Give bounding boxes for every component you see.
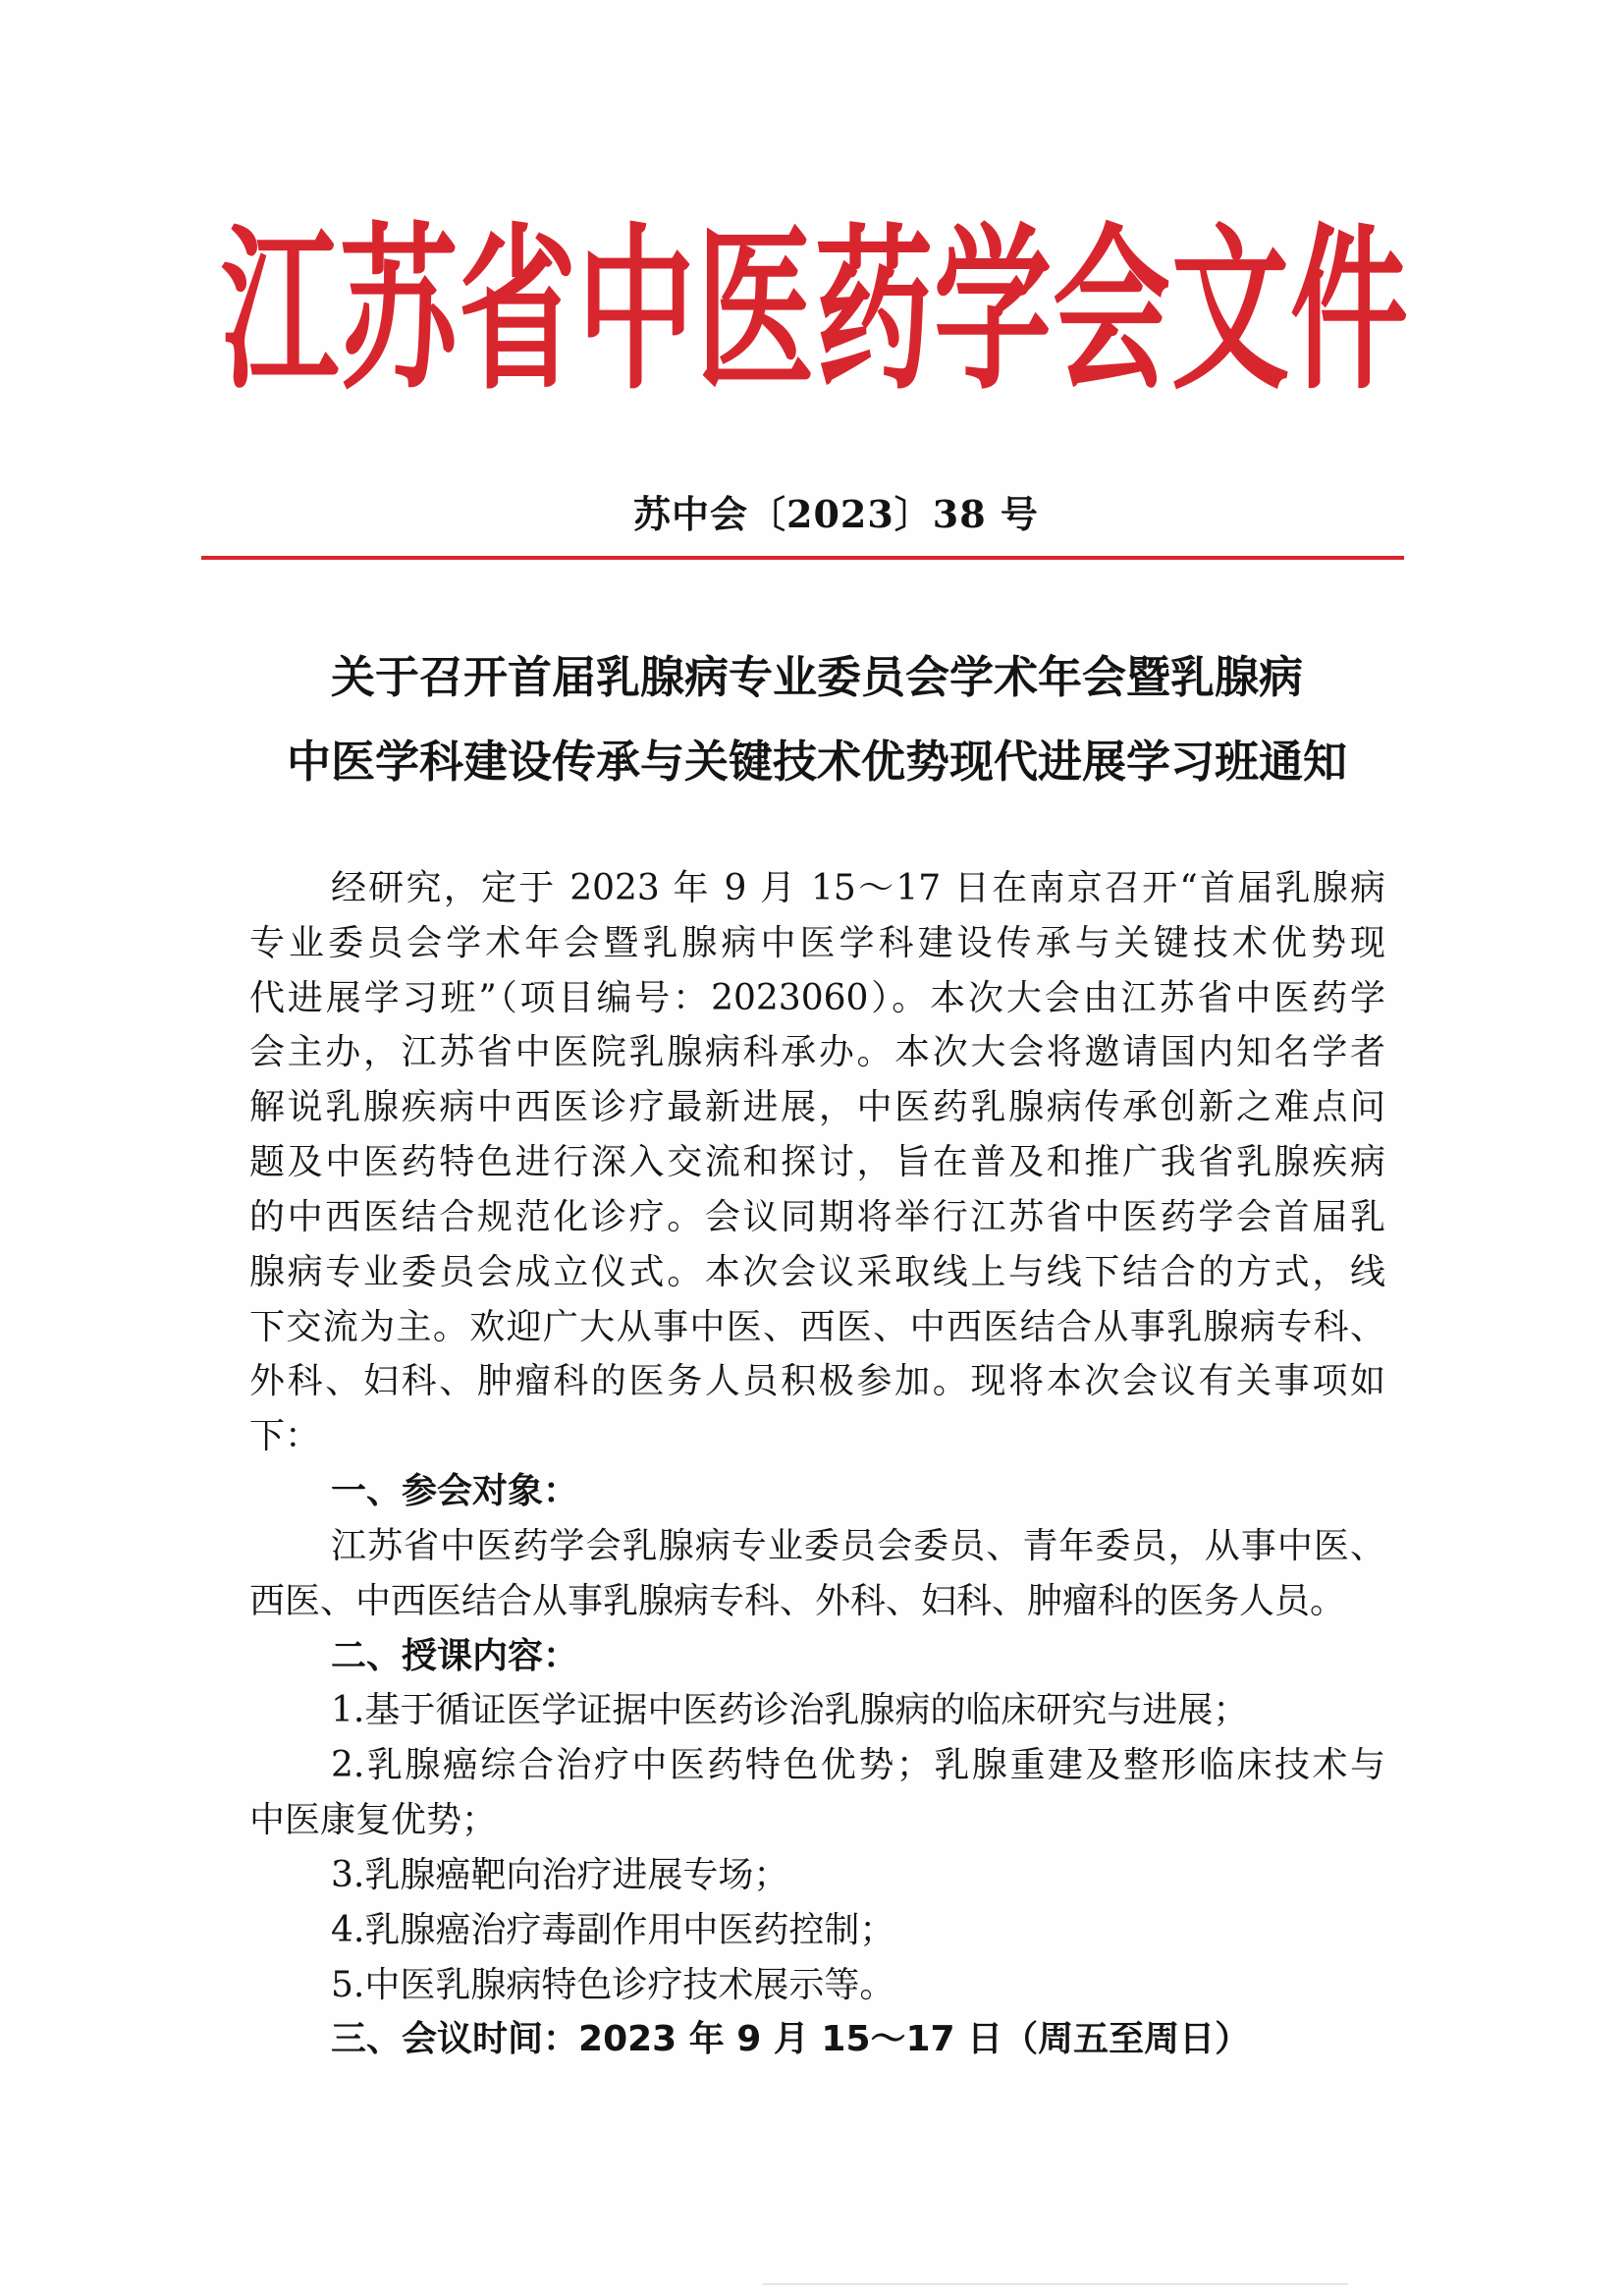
course-item: 1.基于循证医学证据中医药诊治乳腺病的临床研究与进展；: [331, 1690, 1249, 1731]
course-item: 4.乳腺癌治疗毒副作用中医药控制；: [331, 1909, 895, 1950]
letterhead-red-rule: [201, 556, 1404, 560]
notice-title-line: 中医学科建设传承与关键技术优势现代进展学习班通知: [286, 736, 1347, 788]
section-heading-meeting-time: 三、会议时间：: [331, 2019, 579, 2060]
intro-paragraph-line: 外科、妇科、肿瘤科的医务人员积极参加。现将本次会议有关事项如: [249, 1361, 1385, 1402]
document-number: 苏中会〔2023〕38 号: [633, 492, 1039, 536]
intro-paragraph-line: 会主办，江苏省中医院乳腺病科承办。本次大会将邀请国内知名学者: [249, 1032, 1385, 1073]
intro-paragraph-line: 的中西医结合规范化诊疗。会议同期将举行江苏省中医药学会首届乳: [249, 1196, 1385, 1237]
course-item: 3.乳腺癌靶向治疗进展专场；: [331, 1854, 789, 1895]
section-attendees-line: 西医、中西医结合从事乳腺病专科、外科、妇科、肿瘤科的医务人员。: [249, 1580, 1346, 1621]
section-meeting-time: [249, 2012, 1385, 2067]
intro-paragraph-line: 下交流为主。欢迎广大从事中医、西医、中西医结合从事乳腺病专科、: [249, 1306, 1385, 1347]
course-item: 2.乳腺癌综合治疗中医药特色优势；乳腺重建及整形临床技术与: [331, 1745, 1385, 1786]
course-item: 5.中医乳腺病特色诊疗技术展示等。: [331, 1964, 895, 2005]
notice-body: [249, 861, 1385, 2067]
scan-artifact-line: [762, 2283, 1348, 2285]
intro-paragraph-line: 经研究，定于 2023 年 9 月 15～17 日在南京召开“首届乳腺病: [331, 868, 1385, 908]
course-item-continuation: 中医康复优势；: [249, 1800, 498, 1841]
intro-paragraph-line: 代进展学习班”（项目编号：2023060）。本次大会由江苏省中医药学: [249, 977, 1385, 1018]
section-heading-attendees: 一、参会对象：: [331, 1471, 579, 1512]
intro-paragraph-line: 题及中医药特色进行深入交流和探讨，旨在普及和推广我省乳腺疾病: [249, 1142, 1385, 1183]
intro-paragraph-line: 下：: [249, 1416, 321, 1457]
letterhead-title: 江苏省中医药学会文件: [221, 206, 1409, 414]
meeting-time-value: 2023 年 9 月 15～17 日（周五至周日）: [578, 2019, 1251, 2060]
intro-paragraph-line: 专业委员会学术年会暨乳腺病中医学科建设传承与关键技术优势现: [249, 922, 1385, 963]
section-attendees-line: 江苏省中医药学会乳腺病专业委员会委员、青年委员，从事中医、: [331, 1525, 1385, 1566]
notice-title-line: 关于召开首届乳腺病专业委员会学术年会暨乳腺病: [330, 651, 1303, 703]
section-heading-course-content: 二、授课内容：: [331, 1635, 579, 1676]
intro-paragraph-line: 腺病专业委员会成立仪式。本次会议采取线上与线下结合的方式，线: [249, 1251, 1385, 1292]
intro-paragraph-line: 解说乳腺疾病中西医诊疗最新进展，中医药乳腺病传承创新之难点问: [249, 1087, 1385, 1128]
notice-title: [0, 635, 1624, 804]
